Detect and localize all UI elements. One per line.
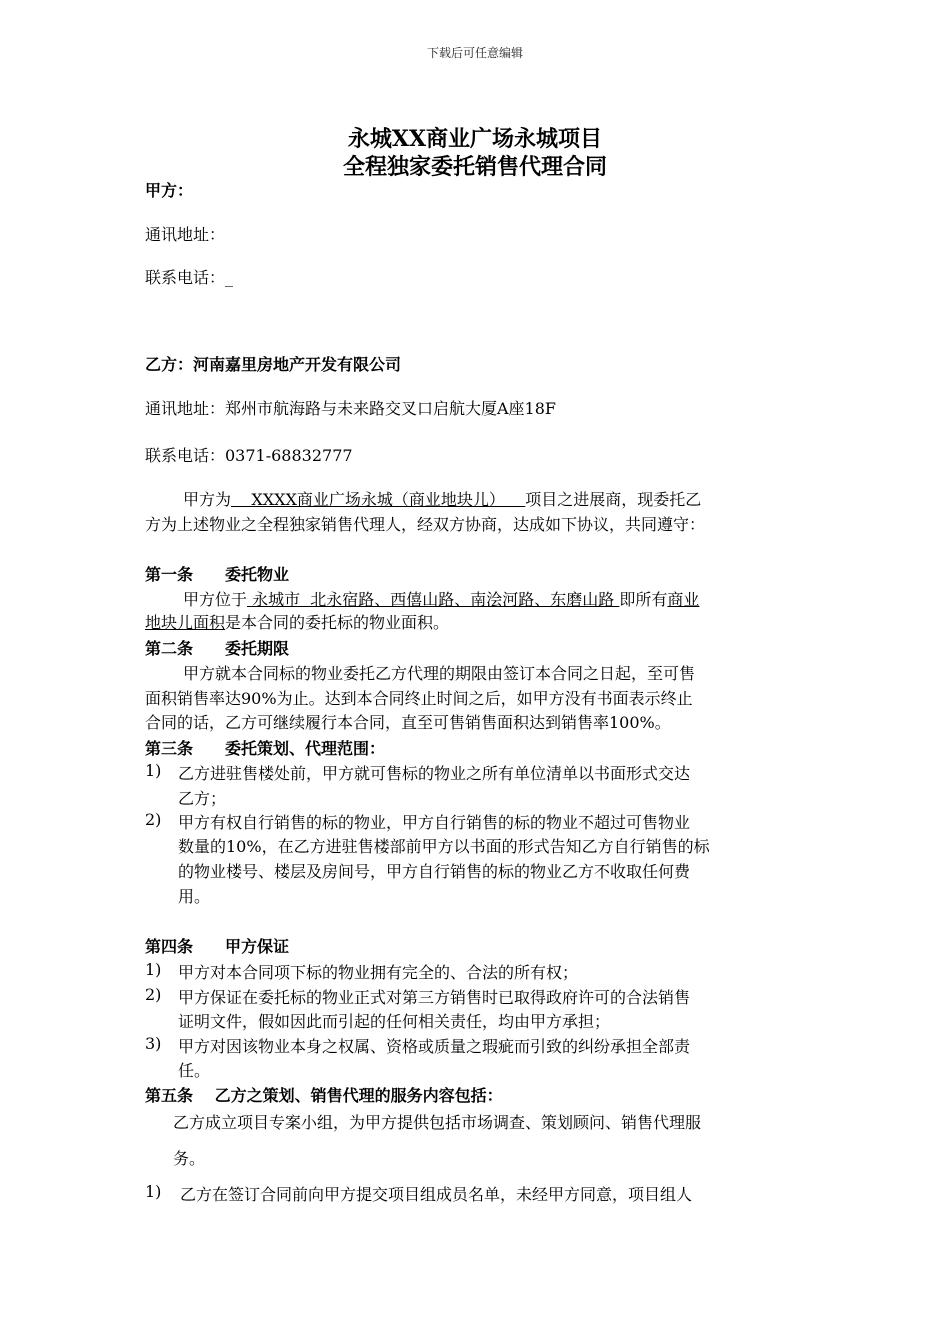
article2-line1: 甲方就本合同标的物业委托乙方代理的期限由签订本合同之日起，至可售 (183, 664, 696, 683)
intro-text-b: 项目之进展商，现委托乙 (525, 490, 702, 509)
article3-item2-line2: 数量的10%，在乙方进驻售楼部前甲方以书面的形式告知乙方自行销售的标 (178, 837, 710, 856)
article1-location: 永城市 北永宿路、西僖山路、南浍河路、东磨山路 (247, 590, 620, 609)
intro-project-name: XXXX商业广场永城（商业地块儿） (231, 490, 526, 509)
article3-item2-number: 2) (145, 810, 162, 829)
article1-area: 地块儿面积 (145, 613, 226, 632)
article3-item2-line1: 甲方有权自行销售的标的物业，甲方自行销售的标的物业不超过可售物业 (178, 813, 691, 832)
article4-item2-number: 2) (145, 985, 162, 1004)
article1-line2 (145, 610, 449, 633)
contract-title-line1: 永城XX商业广场永城项目 (347, 126, 603, 152)
article3-item1-line1: 乙方进驻售楼处前，甲方就可售标的物业之所有单位清单以书面形式交达 (178, 764, 691, 783)
article4-item2-line2: 证明文件，假如因此而引起的任何相关责任，均由甲方承担； (178, 1012, 611, 1031)
article4-item3-number: 3) (145, 1034, 162, 1053)
article1-text-b: 即所有 (619, 590, 668, 609)
article4-item1-line1: 甲方对本合同项下标的物业拥有完全的、合法的所有权； (178, 963, 579, 982)
article5-heading: 第五条 乙方之策划、销售代理的服务内容包括： (145, 1086, 503, 1105)
article4-item3-line1: 甲方对因该物业本身之权属、资格或质量之瑕疵而引致的纠纷承担全部责 (178, 1037, 691, 1056)
party-a-address-label: 通讯地址： (145, 225, 226, 244)
article5-item1-line1: 乙方在签订合同前向甲方提交项目组成员名单，未经甲方同意，项目组人 (180, 1185, 693, 1204)
article2-line2: 面积销售率达90%为止。达到本合同终止时间之后，如甲方没有书面表示终止 (145, 689, 693, 708)
article3-item1-line2: 乙方； (178, 789, 227, 808)
intro-text-a: 甲方为 (183, 490, 232, 509)
article2-heading: 第二条 委托期限 (145, 639, 290, 658)
contract-title-line2: 全程独家委托销售代理合同 (342, 154, 607, 180)
party-b-phone: 联系电话：0371-68832777 (145, 446, 353, 465)
article3-item1-number: 1) (145, 761, 162, 780)
article2-line3: 合同的话，乙方可继续履行本合同，直至可售销售面积达到销售率100%。 (145, 713, 671, 732)
article1-line1 (183, 587, 699, 610)
article3-item2-line3: 的物业楼号、楼层及房间号，甲方自行销售的标的物业乙方不收取任何费 (178, 862, 691, 881)
article5-para-line2: 务。 (173, 1149, 206, 1168)
article3-heading: 第三条 委托策划、代理范围： (145, 739, 386, 758)
article4-item3-line2: 任。 (178, 1061, 211, 1080)
article1-text-d: 是本合同的委托标的物业面积。 (225, 613, 450, 632)
article5-para-line1: 乙方成立项目专案小组，为甲方提供包括市场调查、策划顾问、销售代理服 (173, 1113, 702, 1132)
article1-text-c: 商业 (667, 590, 700, 609)
intro-line2: 方为上述物业之全程独家销售代理人，经双方协商，达成如下协议，共同遵守： (145, 515, 706, 534)
article3-item2-line4: 用。 (178, 887, 211, 906)
page-header-note: 下载后可任意编辑 (426, 46, 523, 60)
article4-item1-number: 1) (145, 960, 162, 979)
intro-line1 (183, 487, 701, 510)
article4-item2-line1: 甲方保证在委托标的物业正式对第三方销售时已取得政府许可的合法销售 (178, 988, 691, 1007)
article5-item1-number: 1) (145, 1182, 162, 1201)
party-a-label: 甲方： (145, 181, 194, 200)
article4-heading: 第四条 甲方保证 (145, 937, 290, 956)
article1-text-a: 甲方位于 (183, 590, 248, 609)
article1-heading: 第一条 委托物业 (145, 565, 290, 584)
party-a-phone-label: 联系电话：_ (145, 268, 234, 287)
party-b-label: 乙方：河南嘉里房地产开发有限公司 (145, 355, 402, 374)
party-b-address: 通讯地址：郑州市航海路与未来路交叉口启航大厦A座18F (145, 399, 557, 418)
